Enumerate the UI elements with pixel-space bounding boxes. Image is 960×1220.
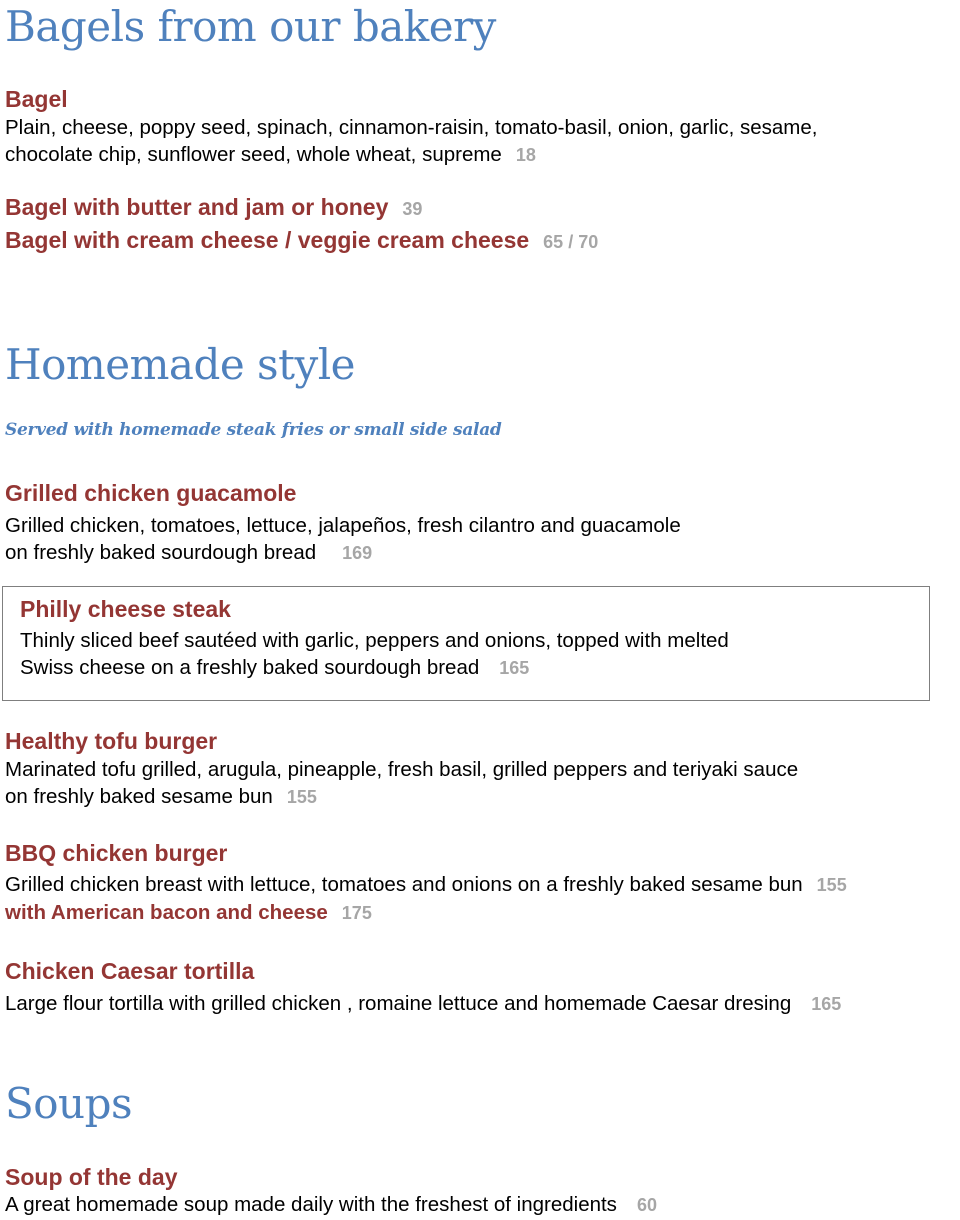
grilled-chicken-guacamole-line1: Grilled chicken, tomatoes, lettuce, jalapeños, fresh cilantro and guacamole bbox=[5, 514, 681, 537]
healthy-tofu-burger-text: on freshly baked sesame bun bbox=[5, 785, 273, 808]
philly-cheese-steak-text: Swiss cheese on a freshly baked sourdough bread bbox=[20, 656, 480, 679]
soup-of-the-day-text: A great homemade soup made daily with the freshest of ingredients bbox=[5, 1193, 617, 1216]
bagel-butter-jam-price: 39 bbox=[402, 199, 423, 219]
bagel-description-line2 bbox=[5, 141, 536, 169]
philly-cheese-steak-line2 bbox=[20, 654, 529, 682]
bagel-item-name: Bagel bbox=[5, 86, 68, 112]
grilled-chicken-guacamole-line2 bbox=[5, 539, 372, 567]
soup-of-the-day-price: 60 bbox=[636, 1195, 657, 1215]
bagel-cream-cheese-price: 65 / 70 bbox=[543, 232, 599, 252]
bbq-chicken-burger-extra-price: 175 bbox=[341, 903, 372, 923]
bagels-section-title: Bagels from our bakery bbox=[5, 2, 496, 51]
grilled-chicken-guacamole-name: Grilled chicken guacamole bbox=[5, 480, 297, 506]
bagel-cream-cheese-name: Bagel with cream cheese / veggie cream cheese bbox=[5, 227, 530, 253]
bagel-cream-cheese-item bbox=[5, 229, 598, 252]
chicken-caesar-tortilla-text: Large flour tortilla with grilled chicken , romaine lettuce and homemade Caesar dresing bbox=[5, 992, 792, 1015]
healthy-tofu-burger-line2 bbox=[5, 783, 317, 811]
chicken-caesar-tortilla-name: Chicken Caesar tortilla bbox=[5, 958, 255, 984]
bbq-chicken-burger-extra bbox=[5, 899, 372, 927]
healthy-tofu-burger-name: Healthy tofu burger bbox=[5, 728, 218, 754]
soups-section-title: Soups bbox=[5, 1079, 133, 1128]
philly-cheese-steak-price: 165 bbox=[499, 658, 530, 678]
grilled-chicken-guacamole-text: on freshly baked sourdough bread bbox=[5, 541, 317, 564]
healthy-tofu-burger-price: 155 bbox=[286, 787, 317, 807]
bbq-chicken-burger-text: Grilled chicken breast with lettuce, tomatoes and onions on a freshly baked sesame bun bbox=[5, 873, 803, 896]
healthy-tofu-burger-line1: Marinated tofu grilled, arugula, pineapple, fresh basil, grilled peppers and teriyaki sauce bbox=[5, 758, 799, 781]
bbq-chicken-burger-name: BBQ chicken burger bbox=[5, 840, 228, 866]
bbq-chicken-burger-line1 bbox=[5, 871, 847, 899]
bbq-chicken-burger-price: 155 bbox=[816, 875, 847, 895]
bagel-butter-jam-name: Bagel with butter and jam or honey bbox=[5, 194, 389, 220]
homemade-subtitle: Served with homemade steak fries or small side salad bbox=[5, 420, 502, 440]
bagel-price: 18 bbox=[515, 145, 536, 165]
philly-cheese-steak-line1: Thinly sliced beef sautéed with garlic, peppers and onions, topped with melted bbox=[20, 629, 729, 652]
chicken-caesar-tortilla-line1 bbox=[5, 990, 841, 1018]
bbq-chicken-burger-extra-text: with American bacon and cheese bbox=[5, 901, 328, 924]
grilled-chicken-guacamole-price: 169 bbox=[342, 543, 373, 563]
bagel-description-text: chocolate chip, sunflower seed, whole wheat, supreme bbox=[5, 143, 502, 166]
soup-of-the-day-name: Soup of the day bbox=[5, 1164, 178, 1190]
homemade-section-title: Homemade style bbox=[5, 340, 355, 389]
soup-of-the-day-line1 bbox=[5, 1191, 657, 1219]
philly-cheese-steak-name: Philly cheese steak bbox=[20, 596, 231, 622]
bagel-butter-jam-item bbox=[5, 196, 422, 219]
chicken-caesar-tortilla-price: 165 bbox=[811, 994, 842, 1014]
bagel-description-line1: Plain, cheese, poppy seed, spinach, cinnamon-raisin, tomato-basil, onion, garlic, sesame, bbox=[5, 116, 818, 139]
